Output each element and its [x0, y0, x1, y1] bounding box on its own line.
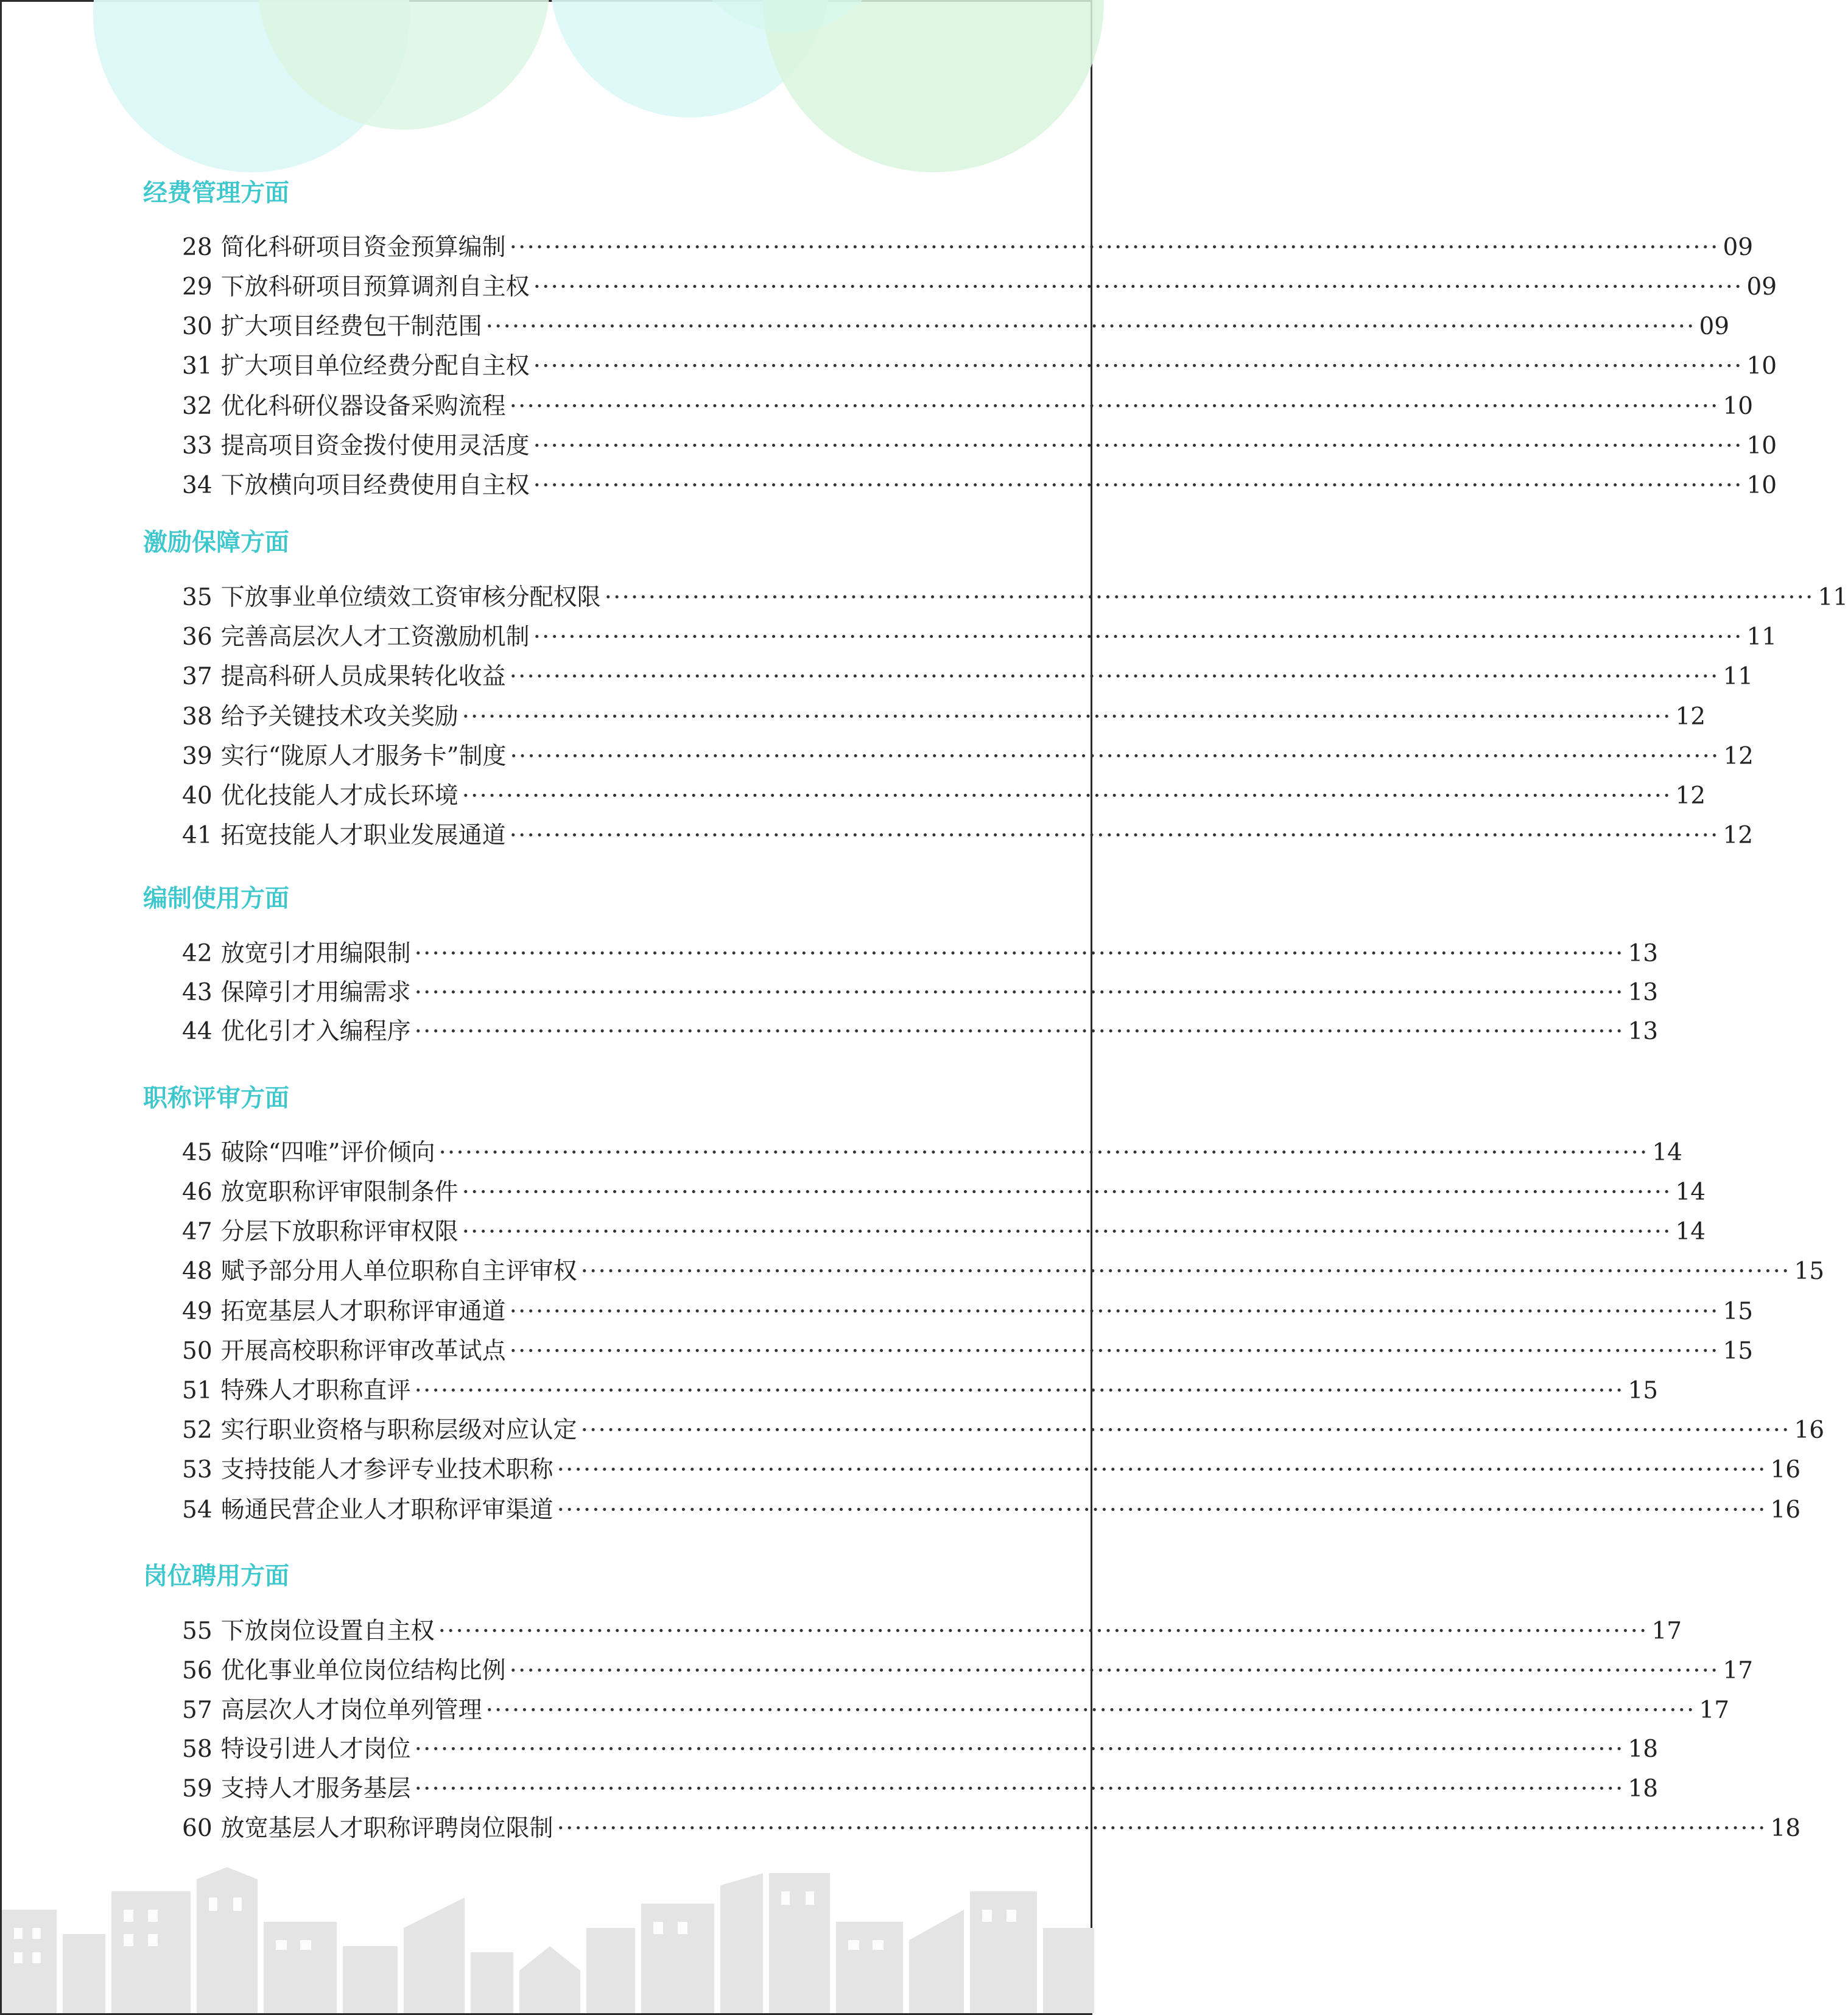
- entry-title: 放宽职称评审限制条件: [220, 1179, 458, 1206]
- entry-number: 30: [182, 313, 213, 340]
- decorative-circles: [2, 2, 1094, 184]
- entry-number: 56: [182, 1657, 213, 1684]
- toc-entry[interactable]: [182, 1256, 1825, 1287]
- entry-number: 54: [182, 1496, 213, 1524]
- entry-page: 11: [1746, 623, 1777, 651]
- entry-title: 优化事业单位岗位结构比例: [220, 1657, 506, 1684]
- toc-entry[interactable]: [182, 1217, 1706, 1247]
- dot-leader: ··········································································································································: [414, 940, 1625, 967]
- dot-leader: ··········································································································································: [509, 663, 1720, 690]
- entry-title: 实行“陇原人才服务卡”制度: [220, 743, 507, 770]
- entry-title: 赋予部分用人单位职称自主评审权: [220, 1258, 577, 1285]
- entry-number: 29: [182, 273, 213, 301]
- entry-page: 15: [1723, 1337, 1754, 1365]
- entry-title: 下放横向项目经费使用自主权: [220, 472, 530, 499]
- entry-number: 35: [182, 584, 213, 611]
- section-title-titles: 职称评审方面: [143, 1084, 289, 1112]
- entry-page: 15: [1628, 1377, 1659, 1404]
- entry-title: 分层下放职称评审权限: [220, 1218, 458, 1246]
- entry-title: 拓宽技能人才职业发展通道: [220, 822, 506, 849]
- toc-entry[interactable]: [182, 622, 1777, 653]
- dot-leader: ··········································································································································: [533, 352, 1743, 380]
- entry-page: 13: [1628, 979, 1659, 1006]
- dot-leader: ··········································································································································: [509, 393, 1720, 420]
- dot-leader: ··········································································································································: [438, 1139, 1649, 1166]
- entry-title: 扩大项目经费包干制范围: [220, 313, 482, 340]
- entry-number: 44: [182, 1018, 213, 1045]
- entry-number: 43: [182, 979, 213, 1006]
- toc-entry[interactable]: [182, 1774, 1659, 1804]
- entry-page: 16: [1794, 1417, 1825, 1444]
- dot-leader: ··········································································································································: [509, 234, 1720, 261]
- toc-entry[interactable]: [182, 1017, 1659, 1047]
- entry-title: 放宽基层人才职称评聘岗位限制: [220, 1815, 553, 1842]
- entry-title: 保障引才用编需求: [220, 979, 411, 1006]
- entry-number: 50: [182, 1337, 213, 1365]
- entry-number: 33: [182, 432, 213, 460]
- entry-page: 10: [1723, 393, 1754, 420]
- entry-number: 47: [182, 1218, 213, 1246]
- entry-page: 11: [1818, 584, 1848, 611]
- toc-entry[interactable]: [182, 1297, 1754, 1327]
- entry-title: 实行职业资格与职称层级对应认定: [220, 1417, 577, 1444]
- entry-page: 17: [1723, 1657, 1754, 1684]
- dot-leader: ··········································································································································: [462, 703, 1672, 731]
- entry-title: 支持人才服务基层: [220, 1775, 411, 1803]
- toc-entry[interactable]: [182, 1495, 1801, 1526]
- dot-leader: ··········································································································································: [580, 1417, 1791, 1444]
- toc-entry[interactable]: [182, 272, 1777, 303]
- toc-entry[interactable]: [182, 1177, 1706, 1208]
- entry-title: 扩大项目单位经费分配自主权: [220, 352, 530, 380]
- toc-entry[interactable]: [182, 431, 1777, 461]
- entry-page: 18: [1628, 1736, 1659, 1763]
- toc-entry[interactable]: [182, 978, 1659, 1008]
- dot-leader: ··········································································································································: [462, 1218, 1672, 1246]
- entry-page: 09: [1746, 273, 1777, 301]
- dot-leader: ··········································································································································: [414, 979, 1625, 1006]
- entry-title: 畅通民营企业人才职称评审渠道: [220, 1496, 553, 1524]
- dot-leader: ··········································································································································: [604, 584, 1815, 611]
- toc-entry[interactable]: [182, 583, 1848, 613]
- entry-page: 10: [1746, 472, 1777, 499]
- entry-title: 下放岗位设置自主权: [220, 1617, 435, 1645]
- toc-entry[interactable]: [182, 391, 1754, 422]
- entry-number: 60: [182, 1815, 213, 1842]
- entry-page: 18: [1628, 1775, 1659, 1803]
- toc-entry[interactable]: [182, 1376, 1659, 1406]
- entry-page: 12: [1675, 782, 1706, 810]
- entry-number: 49: [182, 1298, 213, 1325]
- dot-leader: ··········································································································································: [509, 1657, 1720, 1684]
- toc-entry[interactable]: [182, 662, 1754, 692]
- toc-entry[interactable]: [182, 702, 1706, 732]
- entry-title: 提高项目资金拨付使用灵活度: [220, 432, 530, 460]
- toc-entry[interactable]: [182, 1138, 1682, 1168]
- dot-leader: ··········································································································································: [533, 623, 1743, 651]
- entry-title: 拓宽基层人才职称评审通道: [220, 1298, 506, 1325]
- entry-number: 40: [182, 782, 213, 810]
- dot-leader: ··········································································································································: [533, 472, 1743, 499]
- entry-page: 12: [1675, 703, 1706, 731]
- entry-page: 15: [1794, 1258, 1825, 1285]
- dot-leader: ··········································································································································: [557, 1496, 1767, 1524]
- dot-leader: ··········································································································································: [438, 1617, 1648, 1645]
- dot-leader: ··········································································································································: [414, 1018, 1625, 1045]
- entry-number: 34: [182, 472, 213, 499]
- dot-leader: ··········································································································································: [414, 1377, 1625, 1404]
- toc-entry[interactable]: [182, 1734, 1659, 1765]
- entry-page: 14: [1652, 1139, 1682, 1166]
- dot-leader: ··········································································································································: [509, 822, 1720, 849]
- entry-page: 12: [1723, 822, 1754, 849]
- toc-entry[interactable]: [182, 1455, 1801, 1485]
- toc-entry[interactable]: [182, 233, 1754, 263]
- section-title-incentives: 激励保障方面: [143, 528, 289, 556]
- entry-title: 破除“四唯”评价倾向: [220, 1139, 435, 1166]
- entry-number: 53: [182, 1456, 213, 1484]
- section-title-positions: 岗位聘用方面: [143, 1562, 289, 1590]
- toc-entry[interactable]: [182, 351, 1777, 382]
- entry-title: 优化科研仪器设备采购流程: [220, 393, 506, 420]
- entry-number: 28: [182, 234, 213, 261]
- dot-leader: ··········································································································································: [485, 1697, 1696, 1724]
- entry-page: 14: [1675, 1218, 1706, 1246]
- entry-title: 优化技能人才成长环境: [220, 782, 458, 810]
- toc-entry[interactable]: [182, 781, 1706, 811]
- entry-page: 17: [1651, 1617, 1682, 1645]
- entry-title: 给予关键技术攻关奖励: [220, 703, 458, 731]
- entry-number: 37: [182, 663, 213, 690]
- entry-number: 42: [182, 940, 213, 967]
- entry-page: 18: [1770, 1815, 1801, 1842]
- section-title-funding: 经费管理方面: [143, 179, 289, 207]
- entry-number: 55: [182, 1617, 213, 1645]
- entry-number: 46: [182, 1179, 213, 1206]
- toc-entry[interactable]: [182, 312, 1730, 342]
- entry-page: 12: [1723, 743, 1754, 770]
- toc-entry[interactable]: [182, 741, 1754, 772]
- dot-leader: ··········································································································································: [509, 1298, 1720, 1325]
- entry-number: 41: [182, 822, 213, 849]
- skyline-illustration: [2, 1855, 1094, 2013]
- entry-page: 16: [1770, 1456, 1801, 1484]
- entry-page: 13: [1628, 940, 1659, 967]
- entry-number: 39: [182, 743, 213, 770]
- entry-title: 放宽引才用编限制: [220, 940, 411, 967]
- entry-title: 简化科研项目资金预算编制: [220, 234, 506, 261]
- entry-title: 高层次人才岗位单列管理: [220, 1697, 482, 1724]
- entry-number: 32: [182, 393, 213, 420]
- toc-entry[interactable]: [182, 939, 1659, 969]
- dot-leader: ··········································································································································: [509, 1337, 1720, 1365]
- toc-entry[interactable]: [182, 471, 1777, 501]
- entry-number: 52: [182, 1417, 213, 1444]
- entry-title: 特设引进人才岗位: [220, 1736, 411, 1763]
- entry-number: 48: [182, 1258, 213, 1285]
- toc-entry[interactable]: [182, 1695, 1730, 1726]
- dot-leader: ··········································································································································: [557, 1456, 1767, 1484]
- dot-leader: ··········································································································································: [510, 743, 1720, 770]
- entry-page: 09: [1723, 234, 1754, 261]
- entry-page: 09: [1699, 313, 1730, 340]
- entry-number: 59: [182, 1775, 213, 1803]
- dot-leader: ··········································································································································: [462, 782, 1672, 810]
- entry-page: 14: [1675, 1179, 1706, 1206]
- entry-number: 31: [182, 352, 213, 380]
- entry-page: 11: [1723, 663, 1754, 690]
- entry-page: 13: [1628, 1018, 1659, 1045]
- toc-entry[interactable]: [182, 1415, 1825, 1446]
- entry-title: 下放事业单位绩效工资审核分配权限: [220, 584, 601, 611]
- toc-entry[interactable]: [182, 1814, 1801, 1844]
- entry-title: 下放科研项目预算调剂自主权: [220, 273, 530, 301]
- section-title-staffing: 编制使用方面: [143, 885, 289, 913]
- toc-entry[interactable]: [182, 1656, 1754, 1686]
- dot-leader: ··········································································································································: [485, 313, 1696, 340]
- dot-leader: ··········································································································································: [414, 1775, 1625, 1803]
- entry-title: 开展高校职称评审改革试点: [220, 1337, 506, 1365]
- dot-leader: ··········································································································································: [462, 1179, 1672, 1206]
- entry-title: 支持技能人才参评专业技术职称: [220, 1456, 553, 1484]
- entry-page: 10: [1746, 352, 1777, 380]
- entry-title: 特殊人才职称直评: [220, 1377, 411, 1404]
- entry-title: 优化引才入编程序: [220, 1018, 411, 1045]
- toc-entry[interactable]: [182, 1336, 1754, 1367]
- entry-number: 45: [182, 1139, 213, 1166]
- entry-number: 57: [182, 1697, 213, 1724]
- entry-page: 17: [1699, 1697, 1730, 1724]
- dot-leader: ··········································································································································: [533, 432, 1743, 460]
- entry-number: 36: [182, 623, 213, 651]
- entry-page: 10: [1746, 432, 1777, 460]
- entry-page: 16: [1770, 1496, 1801, 1524]
- dot-leader: ··········································································································································: [414, 1736, 1625, 1763]
- dot-leader: ··········································································································································: [557, 1815, 1767, 1842]
- entry-number: 51: [182, 1377, 213, 1404]
- dot-leader: ··········································································································································: [533, 273, 1743, 301]
- entry-number: 58: [182, 1736, 213, 1763]
- toc-entry[interactable]: [182, 1616, 1682, 1647]
- entry-title: 完善高层次人才工资激励机制: [220, 623, 530, 651]
- entry-page: 15: [1723, 1298, 1754, 1325]
- entry-title: 提高科研人员成果转化收益: [220, 663, 506, 690]
- entry-number: 38: [182, 703, 213, 731]
- dot-leader: ··········································································································································: [580, 1258, 1791, 1285]
- toc-entry[interactable]: [182, 821, 1754, 851]
